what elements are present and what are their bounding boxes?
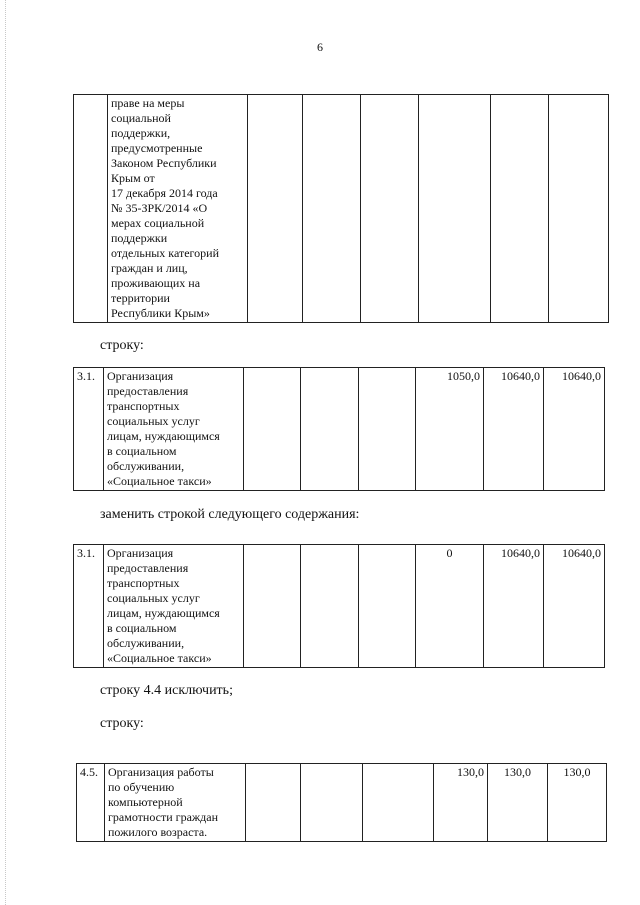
description-line: Республики Крым»	[111, 306, 210, 320]
value-cell-3: 10640,0	[544, 545, 605, 668]
description-line: обслуживании,	[107, 636, 185, 650]
row-number-cell: 4.5.	[77, 764, 105, 842]
row-description-cell	[108, 95, 248, 323]
description-line: «Социальное такси»	[107, 474, 212, 488]
description-line: Организация	[107, 369, 174, 383]
description-line: в социальном	[107, 444, 177, 458]
empty-cell	[246, 764, 301, 842]
description-line: грамотности граждан	[108, 810, 219, 824]
description-line: праве на меры	[111, 96, 185, 110]
empty-cell	[419, 95, 491, 323]
empty-cell	[244, 545, 301, 668]
value-cell-2: 10640,0	[484, 545, 544, 668]
empty-cell	[248, 95, 303, 323]
description-line: лицам, нуждающимся	[107, 429, 220, 443]
value-cell-2: 10640,0	[484, 368, 544, 491]
paragraph-row-label-2: строку:	[100, 716, 144, 731]
description-line: социальных услуг	[107, 414, 200, 428]
empty-cell	[361, 95, 419, 323]
row-description-cell	[104, 368, 244, 491]
description-line: поддержки,	[111, 126, 171, 140]
empty-cell	[359, 368, 416, 491]
description-line: мерах социальной	[111, 216, 205, 230]
description-line: социальных услуг	[107, 591, 200, 605]
empty-cell	[303, 95, 361, 323]
description-line: компьютерной	[108, 795, 183, 809]
description-line: в социальном	[107, 621, 177, 635]
scan-margin-dots	[5, 0, 7, 905]
description-line: отдельных категорий	[111, 246, 220, 260]
table-continuation	[73, 94, 609, 323]
description-line: Организация	[107, 546, 174, 560]
description-line: предоставления	[107, 561, 189, 575]
description-line: пожилого возраста.	[108, 825, 208, 839]
description-line: социальной	[111, 111, 171, 125]
description-line: территории	[111, 291, 170, 305]
description-line: поддержки	[111, 231, 168, 245]
empty-cell	[301, 545, 359, 668]
table-row	[74, 545, 605, 668]
description-line: предоставления	[107, 384, 189, 398]
value-cell-3: 130,0	[548, 764, 607, 842]
description-line: предусмотренные	[111, 141, 203, 155]
value-cell-3: 10640,0	[544, 368, 605, 491]
table-row-4-5	[76, 763, 607, 842]
table-row	[77, 764, 607, 842]
empty-cell	[359, 545, 416, 668]
description-line: 17 декабря 2014 года	[111, 186, 218, 200]
page-number: 6	[317, 40, 323, 54]
empty-cell	[244, 368, 301, 491]
empty-cell	[301, 368, 359, 491]
value-cell-1: 0	[416, 545, 484, 668]
row-number-cell: 3.1.	[74, 545, 104, 668]
row-number-cell	[74, 95, 108, 323]
row-description-cell	[104, 545, 244, 668]
table-row	[74, 368, 605, 491]
empty-cell	[491, 95, 549, 323]
paragraph-exclude-label: строку 4.4 исключить;	[100, 683, 233, 698]
description-line: «Социальное такси»	[107, 651, 212, 665]
empty-cell	[301, 764, 363, 842]
description-line: транспортных	[107, 576, 180, 590]
table-row-3-1-old	[73, 367, 605, 491]
description-line: проживающих на	[111, 276, 201, 290]
description-line: обслуживании,	[107, 459, 185, 473]
description-line: транспортных	[107, 399, 180, 413]
description-line: № 35-ЗРК/2014 «О	[111, 201, 208, 215]
paragraph-replace-label: заменить строкой следующего содержания:	[100, 507, 360, 522]
description-line: по обучению	[108, 780, 175, 794]
table-row-3-1-new	[73, 544, 605, 668]
value-cell-1: 1050,0	[416, 368, 484, 491]
description-line: лицам, нуждающимся	[107, 606, 220, 620]
value-cell-2: 130,0	[488, 764, 548, 842]
empty-cell	[363, 764, 434, 842]
description-line: Крым от	[111, 171, 155, 185]
description-line: Законом Республики	[111, 156, 217, 170]
row-description-cell	[105, 764, 246, 842]
description-line: Организация работы	[108, 765, 214, 779]
paragraph-row-label: строку:	[100, 338, 144, 353]
table-row	[74, 95, 609, 323]
description-line: граждан и лиц,	[111, 261, 188, 275]
empty-cell	[549, 95, 609, 323]
row-number-cell: 3.1.	[74, 368, 104, 491]
value-cell-1: 130,0	[434, 764, 488, 842]
